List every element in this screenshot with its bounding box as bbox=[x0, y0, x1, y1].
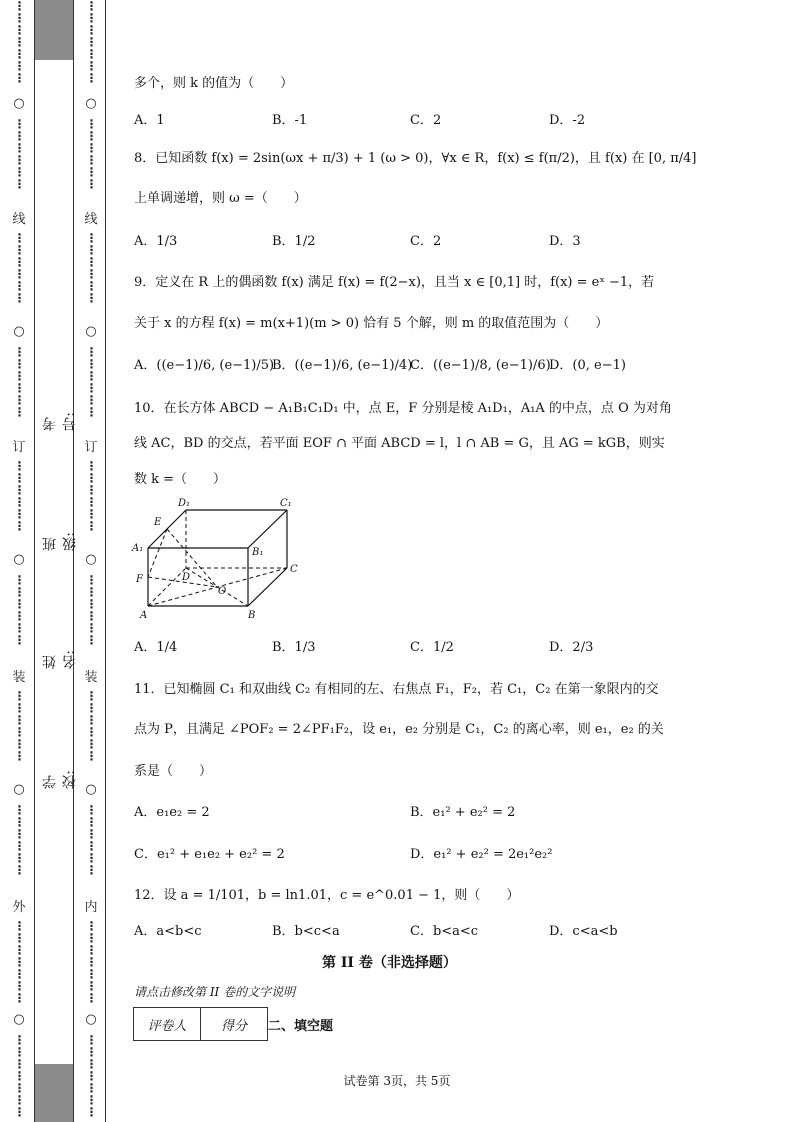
margin-border-line bbox=[105, 0, 106, 1122]
line-mark: 线 bbox=[84, 212, 98, 227]
q8-stem-line2: 上单调递增，则 ω =（ ） bbox=[134, 191, 307, 206]
label-o: O bbox=[218, 586, 227, 597]
q10-stem-line3: 数 k =（ ） bbox=[134, 472, 227, 487]
q11-option-a: A．e₁e₂ = 2 bbox=[134, 805, 210, 820]
q12-stem: 12．设 a = 1/101，b = ln1.01，c = e^0.01 − 1，则（ ） bbox=[134, 888, 520, 903]
q9-stem-line2: 关于 x 的方程 f(x) = m(x+1)(m > 0) 恰有 5 个解，则 m 的取值范围为（ ） bbox=[134, 316, 609, 331]
circle-mark: ○ bbox=[85, 782, 97, 797]
q11-stem-line3: 系是（ ） bbox=[134, 764, 213, 779]
q7-option-a: A．1 bbox=[134, 113, 165, 128]
circle-mark: ○ bbox=[85, 1012, 97, 1027]
q10-stem-line1: 10．在长方体 ABCD − A₁B₁C₁D₁ 中，点 E，F 分别是棱 A₁D₁，A₁A 的中点，点 O 为对角 bbox=[134, 401, 672, 416]
dotted-line: ⋮ ⋮ ⋮ ⋮ ⋮ ⋮ ⋮ bbox=[85, 919, 97, 1005]
strip-top-block bbox=[35, 0, 73, 60]
q8-option-d: D．3 bbox=[549, 234, 581, 249]
q11-option-c: C．e₁² + e₁e₂ + e₂² = 2 bbox=[134, 847, 285, 862]
label-d1: D₁ bbox=[178, 498, 191, 509]
label-c: C bbox=[290, 564, 298, 575]
label-b1: B₁ bbox=[252, 547, 264, 558]
circle-mark: ○ bbox=[85, 324, 97, 339]
circle-mark: ○ bbox=[13, 552, 25, 567]
class-label: 班级: bbox=[42, 532, 78, 551]
line-mark: 线 bbox=[12, 212, 26, 227]
dotted-line: ⋮ ⋮ ⋮ ⋮ ⋮ ⋮ ⋮ bbox=[13, 1033, 25, 1119]
label-e: E bbox=[154, 517, 162, 528]
dotted-line: ⋮ ⋮ ⋮ ⋮ ⋮ ⋮ bbox=[85, 231, 97, 305]
circle-mark: ○ bbox=[13, 782, 25, 797]
circle-mark: ○ bbox=[85, 552, 97, 567]
section-note: 请点击修改第 II 卷的文字说明 bbox=[134, 985, 296, 999]
q10-option-a: A．1/4 bbox=[134, 640, 178, 655]
q11-option-b: B．e₁² + e₂² = 2 bbox=[410, 805, 516, 820]
q12-option-a: A．a<b<c bbox=[134, 924, 202, 939]
dotted-line: ⋮ ⋮ ⋮ ⋮ ⋮ ⋮ ⋮ bbox=[13, 919, 25, 1005]
circle-mark: ○ bbox=[13, 324, 25, 339]
circle-mark: ○ bbox=[85, 96, 97, 111]
dotted-line: ⋮ ⋮ ⋮ ⋮ ⋮ ⋮ bbox=[85, 345, 97, 419]
dotted-line: ⋮ ⋮ ⋮ ⋮ ⋮ ⋮ bbox=[13, 345, 25, 419]
q12-option-c: C．b<a<c bbox=[410, 924, 479, 939]
bind-mark: 装 bbox=[84, 670, 98, 685]
q11-option-d: D．e₁² + e₂² = 2e₁²e₂² bbox=[410, 847, 553, 862]
q7-option-b: B．-1 bbox=[272, 113, 308, 128]
q11-stem-line2: 点为 P，且满足 ∠POF₂ = 2∠PF₁F₂，设 e₁，e₂ 分别是 C₁，C₂ 的离心率，则 e₁，e₂ 的关 bbox=[134, 722, 664, 737]
label-d: D bbox=[182, 572, 191, 583]
q9-option-c: C．((e−1)/8, (e−1)/6) bbox=[410, 358, 551, 373]
school-label: 学校: bbox=[42, 770, 78, 789]
q8-option-b: B．1/2 bbox=[272, 234, 316, 249]
order-mark: 订 bbox=[84, 440, 98, 455]
name-label: 姓名: bbox=[42, 650, 78, 669]
binding-strip bbox=[34, 0, 78, 1122]
outer-mark: 外 bbox=[12, 900, 26, 915]
inner-margin bbox=[80, 0, 102, 1122]
dotted-line: ⋮ ⋮ ⋮ ⋮ ⋮ ⋮ bbox=[85, 573, 97, 647]
q9-stem-line1: 9．定义在 R 上的偶函数 f(x) 满足 f(x) = f(2−x)，且当 x ∈ [0,1] 时，f(x) = eˣ −1，若 bbox=[134, 275, 655, 290]
q12-option-b: B．b<c<a bbox=[272, 924, 340, 939]
q8-option-c: C．2 bbox=[410, 234, 442, 249]
label-a: A bbox=[140, 610, 148, 621]
q8-stem-line1: 8．已知函数 f(x) = 2sin(ωx + π/3) + 1 (ω > 0)，∀x ∈ R，f(x) ≤ f(π/2)，且 f(x) 在 [0, π/4] bbox=[134, 151, 697, 166]
section-title: 第 II 卷（非选择题） bbox=[322, 955, 457, 971]
q10-option-d: D．2/3 bbox=[549, 640, 594, 655]
q9-option-b: B．((e−1)/6, (e−1)/4) bbox=[272, 358, 413, 373]
dotted-line: ⋮ ⋮ ⋮ ⋮ ⋮ ⋮ ⋮ bbox=[85, 0, 97, 85]
dotted-line: ⋮ ⋮ ⋮ ⋮ ⋮ ⋮ bbox=[13, 117, 25, 191]
bind-mark: 装 bbox=[12, 670, 26, 685]
q7-option-c: C．2 bbox=[410, 113, 442, 128]
order-mark: 订 bbox=[12, 440, 26, 455]
q10-cuboid-figure bbox=[130, 494, 310, 626]
dotted-line: ⋮ ⋮ ⋮ ⋮ ⋮ ⋮ bbox=[13, 803, 25, 877]
q12-option-d: D．c<a<b bbox=[549, 924, 618, 939]
circle-mark: ○ bbox=[13, 96, 25, 111]
q10-stem-line2: 线 AC，BD 的交点，若平面 EOF ∩ 平面 ABCD = l，l ∩ AB = G，且 AG = kGB，则实 bbox=[134, 436, 665, 451]
q8-option-a: A．1/3 bbox=[134, 234, 178, 249]
score-cell: 得分 bbox=[201, 1008, 268, 1041]
outer-margin bbox=[8, 0, 30, 1122]
dotted-line: ⋮ ⋮ ⋮ ⋮ ⋮ ⋮ bbox=[13, 459, 25, 533]
q7-option-d: D．-2 bbox=[549, 113, 586, 128]
dotted-line: ⋮ ⋮ ⋮ ⋮ ⋮ ⋮ ⋮ bbox=[85, 1033, 97, 1119]
label-b: B bbox=[248, 610, 256, 621]
exam-number-label: 考号: bbox=[42, 412, 78, 431]
q7-stem-tail: 多个，则 k 的值为（ ） bbox=[134, 76, 294, 91]
dotted-line: ⋮ ⋮ ⋮ ⋮ ⋮ ⋮ bbox=[13, 573, 25, 647]
dotted-line: ⋮ ⋮ ⋮ ⋮ ⋮ ⋮ bbox=[85, 803, 97, 877]
dotted-line: ⋮ ⋮ ⋮ ⋮ ⋮ ⋮ ⋮ bbox=[13, 0, 25, 85]
inner-mark: 内 bbox=[84, 900, 98, 915]
grader-cell: 评卷人 bbox=[134, 1008, 201, 1041]
dotted-line: ⋮ ⋮ ⋮ ⋮ ⋮ ⋮ bbox=[13, 689, 25, 763]
label-f: F bbox=[136, 574, 143, 585]
grader-table bbox=[133, 1007, 268, 1041]
q11-stem-line1: 11．已知椭圆 C₁ 和双曲线 C₂ 有相同的左、右焦点 F₁，F₂，若 C₁，C₂ 在第一象限内的交 bbox=[134, 682, 659, 697]
circle-mark: ○ bbox=[13, 1012, 25, 1027]
page-footer: 试卷第 3页，共 5页 bbox=[343, 1074, 451, 1088]
label-a1: A₁ bbox=[132, 543, 144, 554]
q9-option-d: D．(0, e−1) bbox=[549, 358, 626, 373]
dotted-line: ⋮ ⋮ ⋮ ⋮ ⋮ ⋮ bbox=[85, 459, 97, 533]
dotted-line: ⋮ ⋮ ⋮ ⋮ ⋮ ⋮ bbox=[13, 231, 25, 305]
fill-in-heading: 二、填空题 bbox=[268, 1019, 334, 1034]
q9-option-a: A．((e−1)/6, (e−1)/5) bbox=[134, 358, 275, 373]
label-c1: C₁ bbox=[280, 498, 292, 509]
dotted-line: ⋮ ⋮ ⋮ ⋮ ⋮ ⋮ bbox=[85, 689, 97, 763]
dotted-line: ⋮ ⋮ ⋮ ⋮ ⋮ ⋮ bbox=[85, 117, 97, 191]
q10-option-b: B．1/3 bbox=[272, 640, 316, 655]
q10-option-c: C．1/2 bbox=[410, 640, 454, 655]
